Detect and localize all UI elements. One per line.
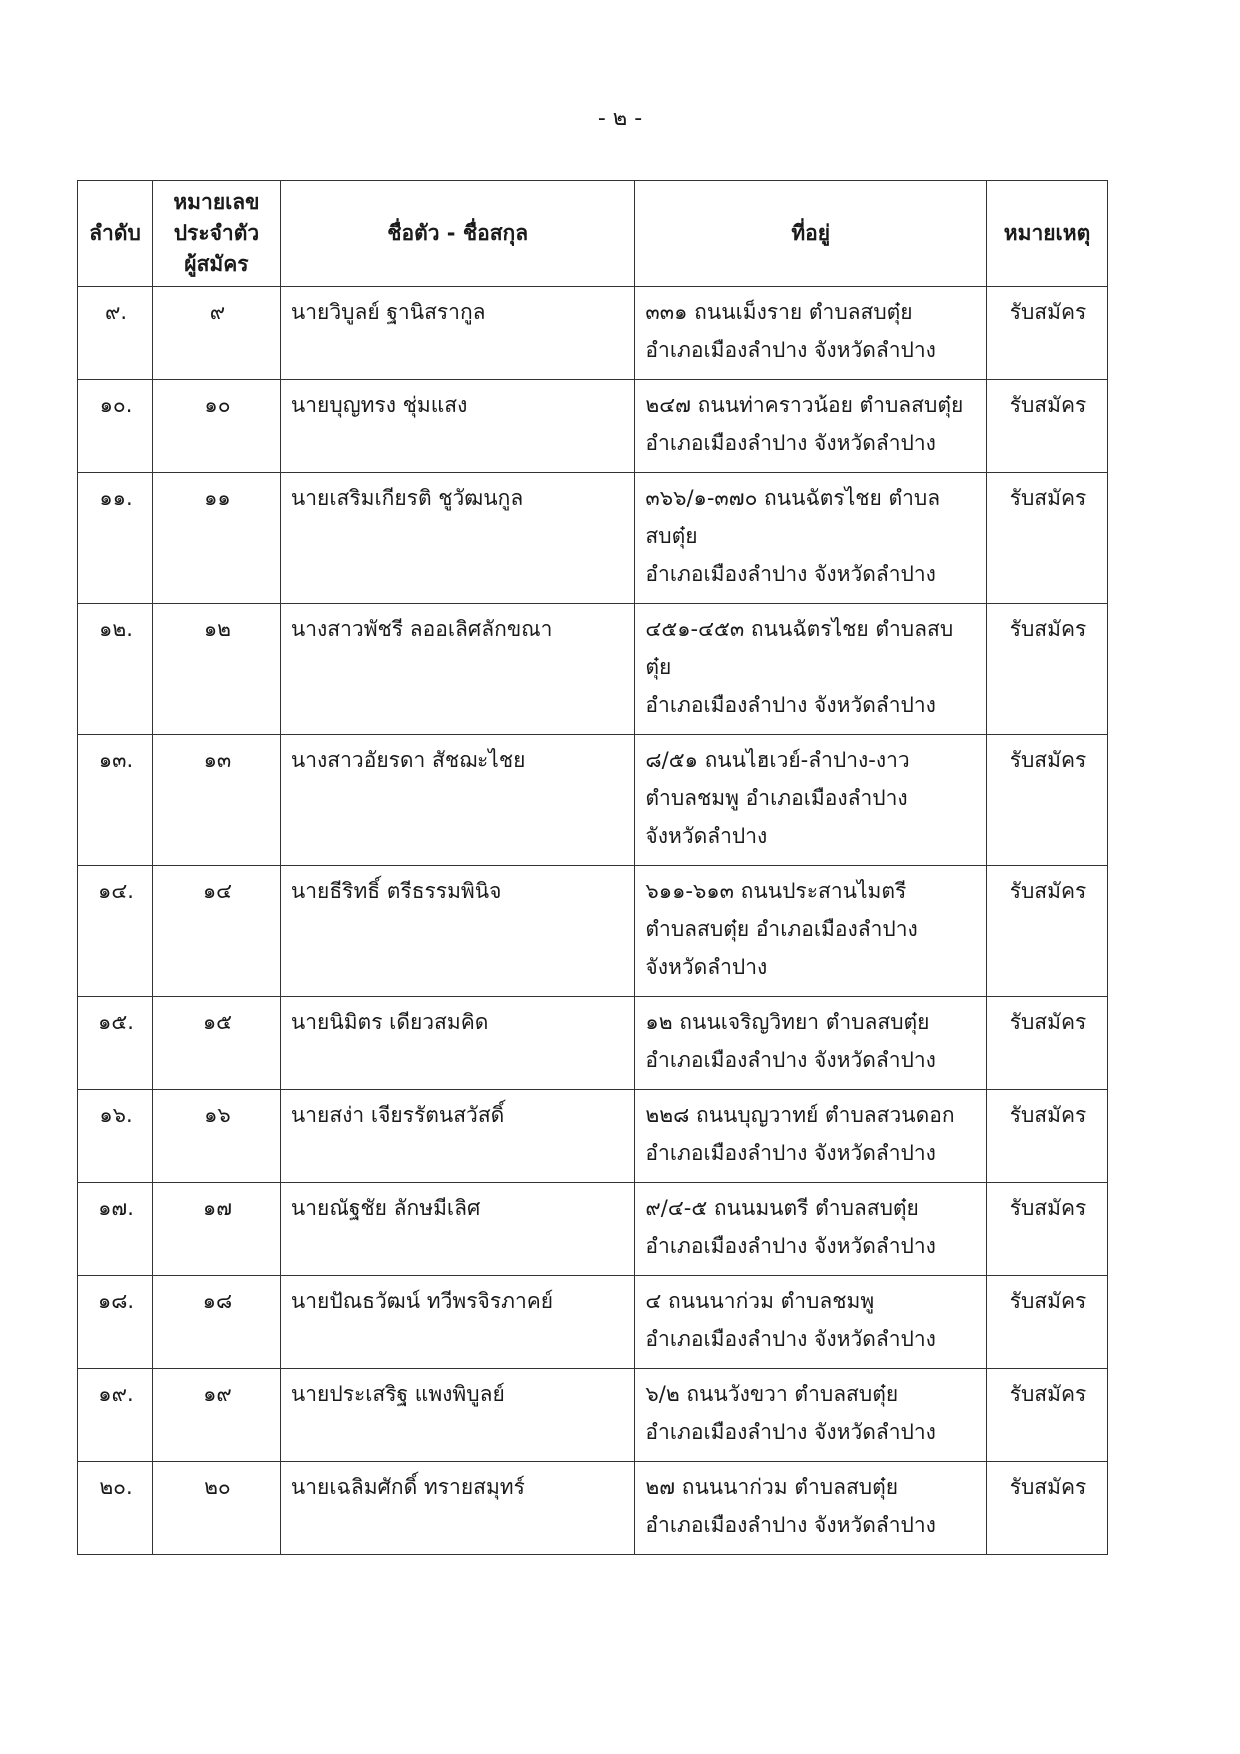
cell-note: รับสมัคร bbox=[987, 1276, 1108, 1369]
cell-address bbox=[635, 473, 987, 604]
address-line: อำเภอเมืองลำปาง จังหวัดลำปาง bbox=[645, 693, 936, 717]
cell-seq: ๒๐. bbox=[78, 1462, 153, 1555]
header-applicant-id-line: หมายเลข bbox=[173, 190, 260, 214]
cell-address bbox=[635, 1462, 987, 1555]
address-line: ตำบลชมพู อำเภอเมืองลำปาง bbox=[645, 786, 908, 810]
cell-name: นายบุญทรง ชุ่มแสง bbox=[280, 380, 635, 473]
cell-seq: ๑๘. bbox=[78, 1276, 153, 1369]
cell-address bbox=[635, 866, 987, 997]
address-line: อำเภอเมืองลำปาง จังหวัดลำปาง bbox=[645, 1327, 936, 1351]
cell-seq: ๙. bbox=[78, 287, 153, 380]
header-applicant-id-line: ประจำตัว bbox=[173, 221, 260, 245]
address-line: ๔๕๑-๔๕๓ ถนนฉัตรไชย ตำบลสบตุ๋ย bbox=[645, 617, 954, 679]
address-line: อำเภอเมืองลำปาง จังหวัดลำปาง bbox=[645, 1141, 936, 1165]
cell-applicant-id: ๑๘ bbox=[152, 1276, 280, 1369]
cell-seq: ๑๔. bbox=[78, 866, 153, 997]
address-line: ๘/๕๑ ถนนไฮเวย์-ลำปาง-งาว bbox=[645, 748, 910, 772]
cell-note: รับสมัคร bbox=[987, 997, 1108, 1090]
cell-name: นายประเสริฐ แพงพิบูลย์ bbox=[280, 1369, 635, 1462]
cell-address bbox=[635, 1090, 987, 1183]
address-line: อำเภอเมืองลำปาง จังหวัดลำปาง bbox=[645, 1420, 936, 1444]
cell-address bbox=[635, 604, 987, 735]
address-line: ๒๔๗ ถนนท่าคราวน้อย ตำบลสบตุ๋ย bbox=[645, 393, 964, 417]
cell-address bbox=[635, 735, 987, 866]
address-line: อำเภอเมืองลำปาง จังหวัดลำปาง bbox=[645, 431, 936, 455]
table-row bbox=[78, 287, 1108, 380]
table-row bbox=[78, 735, 1108, 866]
table-row bbox=[78, 1369, 1108, 1462]
cell-note: รับสมัคร bbox=[987, 380, 1108, 473]
address-line: ๒๒๘ ถนนบุญวาทย์ ตำบลสวนดอก bbox=[645, 1103, 955, 1127]
cell-name: นายสง่า เจียรรัตนสวัสดิ์ bbox=[280, 1090, 635, 1183]
address-line: ๙/๔-๕ ถนนมนตรี ตำบลสบตุ๋ย bbox=[645, 1196, 919, 1220]
cell-name: นายปัณธวัฒน์ ทวีพรจิรภาคย์ bbox=[280, 1276, 635, 1369]
cell-address bbox=[635, 380, 987, 473]
cell-seq: ๑๑. bbox=[78, 473, 153, 604]
address-line: สบตุ๋ย bbox=[645, 524, 698, 548]
cell-name: นางสาวอัยรดา สัชฌะไชย bbox=[280, 735, 635, 866]
cell-seq: ๑๕. bbox=[78, 997, 153, 1090]
cell-applicant-id: ๑๙ bbox=[152, 1369, 280, 1462]
cell-applicant-id: ๑๒ bbox=[152, 604, 280, 735]
cell-note: รับสมัคร bbox=[987, 604, 1108, 735]
table-row bbox=[78, 473, 1108, 604]
cell-seq: ๑๓. bbox=[78, 735, 153, 866]
cell-note: รับสมัคร bbox=[987, 1090, 1108, 1183]
cell-note: รับสมัคร bbox=[987, 1369, 1108, 1462]
applicant-table bbox=[77, 180, 1108, 1555]
cell-applicant-id: ๒๐ bbox=[152, 1462, 280, 1555]
cell-applicant-id: ๑๑ bbox=[152, 473, 280, 604]
cell-name: นายนิมิตร เดียวสมคิด bbox=[280, 997, 635, 1090]
cell-address bbox=[635, 1369, 987, 1462]
cell-seq: ๑๐. bbox=[78, 380, 153, 473]
address-line: จังหวัดลำปาง bbox=[645, 955, 768, 979]
cell-seq: ๑๒. bbox=[78, 604, 153, 735]
cell-applicant-id: ๙ bbox=[152, 287, 280, 380]
table-row bbox=[78, 380, 1108, 473]
address-line: ๔ ถนนนาก่วม ตำบลชมพู bbox=[645, 1289, 875, 1313]
address-line: ตำบลสบตุ๋ย อำเภอเมืองลำปาง bbox=[645, 917, 918, 941]
table-row bbox=[78, 866, 1108, 997]
cell-note: รับสมัคร bbox=[987, 473, 1108, 604]
table-body bbox=[78, 287, 1108, 1555]
address-line: ๓๖๖/๑-๓๗๐ ถนนฉัตรไชย ตำบล bbox=[645, 486, 941, 510]
header-name: ชื่อตัว - ชื่อสกุล bbox=[280, 181, 635, 287]
cell-address bbox=[635, 287, 987, 380]
address-line: อำเภอเมืองลำปาง จังหวัดลำปาง bbox=[645, 1513, 936, 1537]
header-applicant-id-line: ผู้สมัคร bbox=[184, 252, 249, 276]
cell-applicant-id: ๑๖ bbox=[152, 1090, 280, 1183]
table-row bbox=[78, 997, 1108, 1090]
cell-address bbox=[635, 997, 987, 1090]
cell-applicant-id: ๑๐ bbox=[152, 380, 280, 473]
cell-note: รับสมัคร bbox=[987, 287, 1108, 380]
cell-note: รับสมัคร bbox=[987, 735, 1108, 866]
address-line: ๖/๒ ถนนวังขวา ตำบลสบตุ๋ย bbox=[645, 1382, 899, 1406]
address-line: อำเภอเมืองลำปาง จังหวัดลำปาง bbox=[645, 562, 936, 586]
address-line: จังหวัดลำปาง bbox=[645, 824, 768, 848]
cell-applicant-id: ๑๔ bbox=[152, 866, 280, 997]
cell-applicant-id: ๑๓ bbox=[152, 735, 280, 866]
address-line: อำเภอเมืองลำปาง จังหวัดลำปาง bbox=[645, 1234, 936, 1258]
header-note: หมายเหตุ bbox=[987, 181, 1108, 287]
header-seq: ลำดับ bbox=[78, 181, 153, 287]
address-line: ๓๓๑ ถนนเม็งราย ตำบลสบตุ๋ย bbox=[645, 300, 913, 324]
cell-address bbox=[635, 1276, 987, 1369]
address-line: อำเภอเมืองลำปาง จังหวัดลำปาง bbox=[645, 1048, 936, 1072]
cell-name: นายธีริทธิ์ ตรีธรรมพินิจ bbox=[280, 866, 635, 997]
header-applicant-id bbox=[152, 181, 280, 287]
table-row bbox=[78, 1276, 1108, 1369]
cell-name: นายณัฐชัย ลักษมีเลิศ bbox=[280, 1183, 635, 1276]
table-row bbox=[78, 1183, 1108, 1276]
cell-note: รับสมัคร bbox=[987, 1183, 1108, 1276]
table-row bbox=[78, 1462, 1108, 1555]
address-line: ๒๗ ถนนนาก่วม ตำบลสบตุ๋ย bbox=[645, 1475, 899, 1499]
address-line: ๖๑๑-๖๑๓ ถนนประสานไมตรี bbox=[645, 879, 907, 903]
cell-note: รับสมัคร bbox=[987, 1462, 1108, 1555]
page-number: - ๒ - bbox=[597, 106, 643, 131]
cell-name: นายวิบูลย์ ฐานิสรากูล bbox=[280, 287, 635, 380]
cell-note: รับสมัคร bbox=[987, 866, 1108, 997]
cell-address bbox=[635, 1183, 987, 1276]
table-row bbox=[78, 1090, 1108, 1183]
address-line: ๑๒ ถนนเจริญวิทยา ตำบลสบตุ๋ย bbox=[645, 1010, 930, 1034]
cell-seq: ๑๗. bbox=[78, 1183, 153, 1276]
table-row bbox=[78, 604, 1108, 735]
cell-seq: ๑๙. bbox=[78, 1369, 153, 1462]
address-line: อำเภอเมืองลำปาง จังหวัดลำปาง bbox=[645, 338, 936, 362]
cell-name: นายเสริมเกียรติ ชูวัฒนกูล bbox=[280, 473, 635, 604]
cell-seq: ๑๖. bbox=[78, 1090, 153, 1183]
cell-applicant-id: ๑๕ bbox=[152, 997, 280, 1090]
table-header-row bbox=[78, 181, 1108, 287]
cell-name: นางสาวพัชรี ลออเลิศลักขณา bbox=[280, 604, 635, 735]
cell-name: นายเฉลิมศักดิ์ ทรายสมุทร์ bbox=[280, 1462, 635, 1555]
header-address: ที่อยู่ bbox=[635, 181, 987, 287]
cell-applicant-id: ๑๗ bbox=[152, 1183, 280, 1276]
